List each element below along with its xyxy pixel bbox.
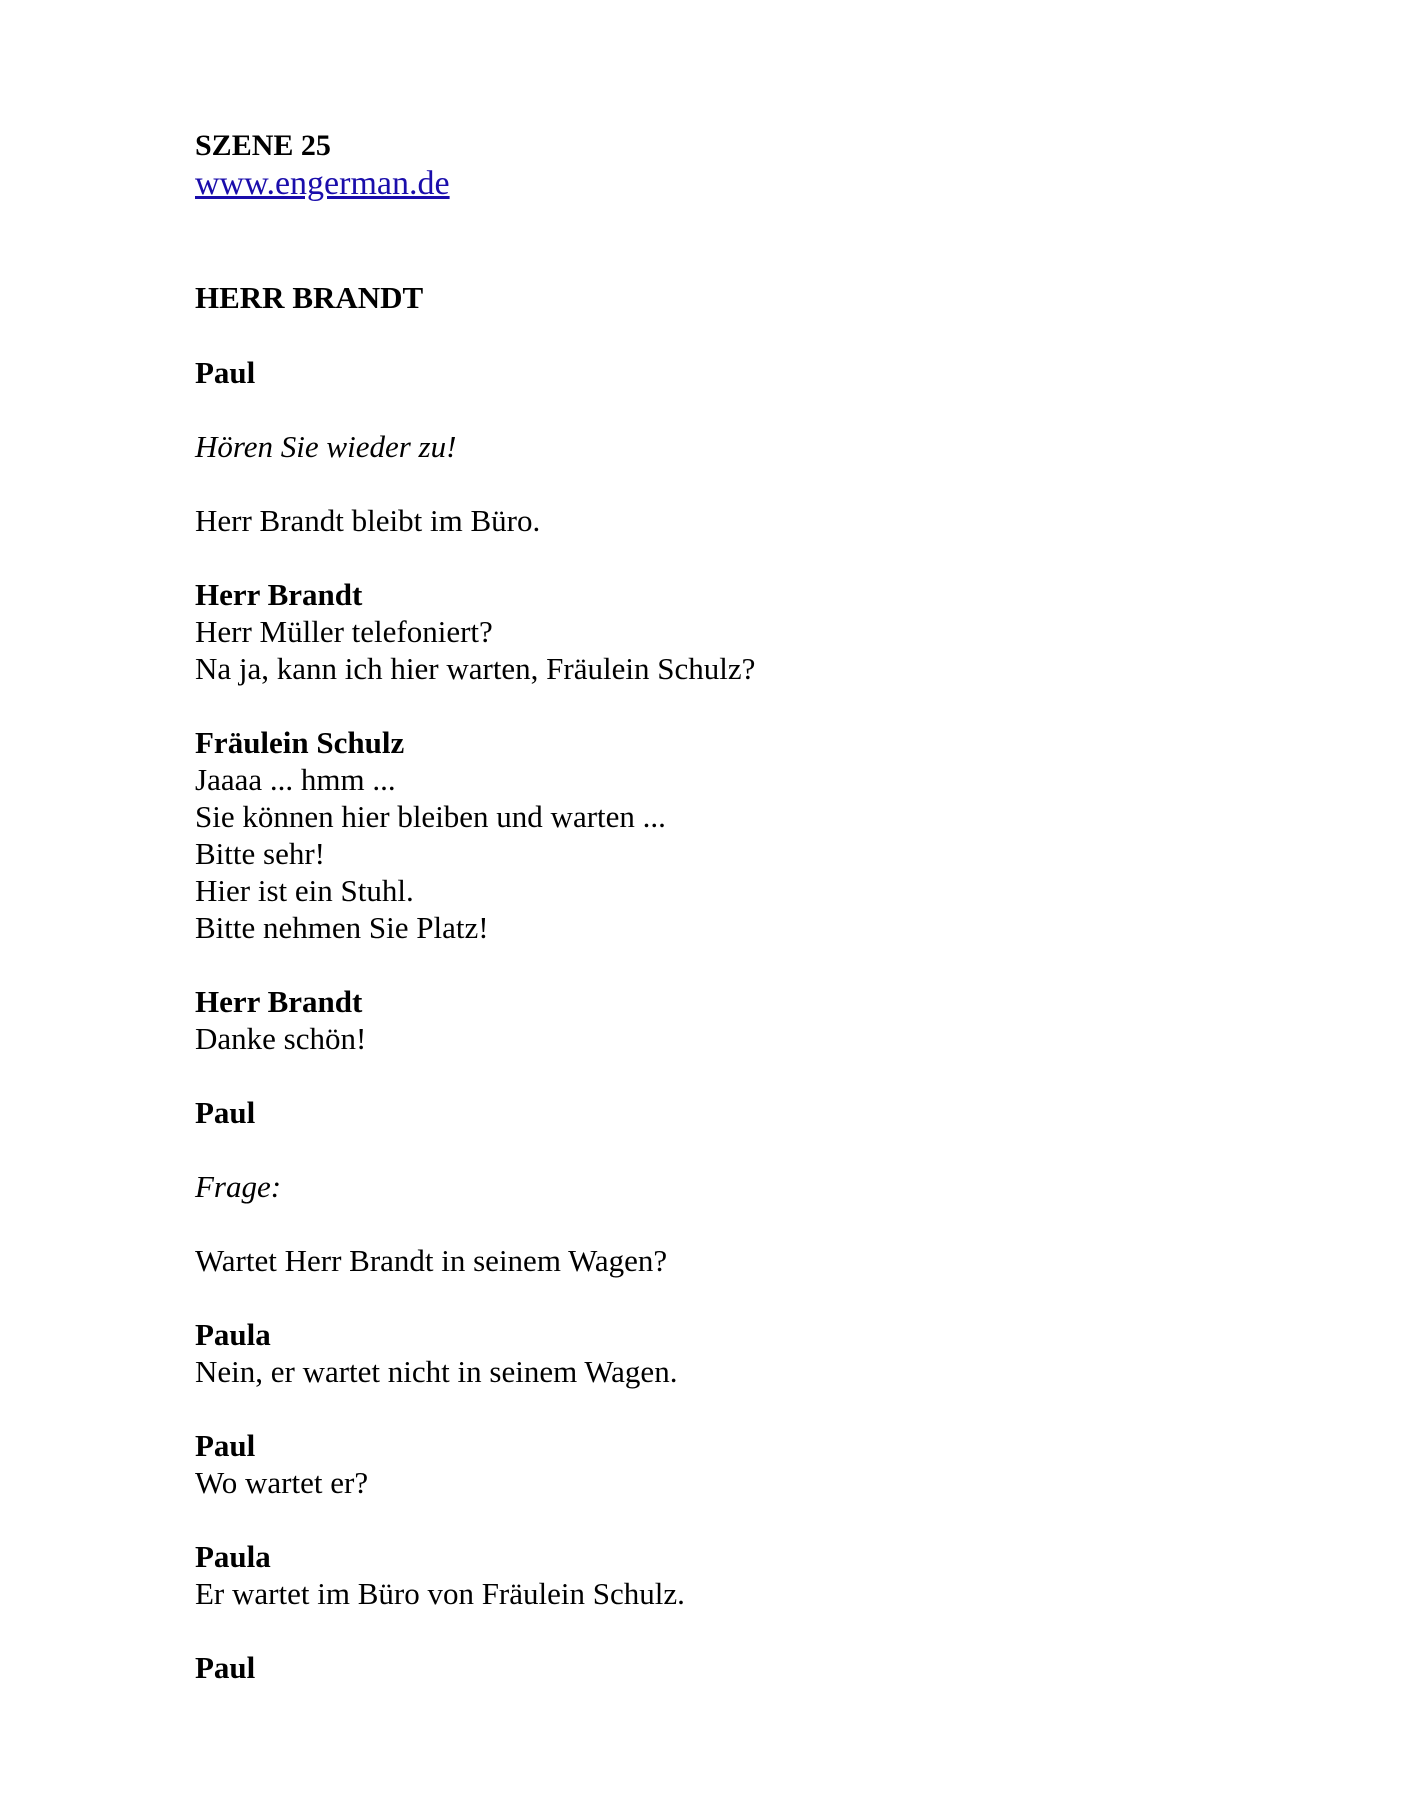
- dialogue-line: Hier ist ein Stuhl.: [195, 873, 414, 908]
- dialogue-line: Nein, er wartet nicht in seinem Wagen.: [195, 1354, 678, 1389]
- dialogue-line: Sie können hier bleiben und warten ...: [195, 799, 666, 834]
- dialogue-block: [195, 724, 1295, 946]
- dialogue-line: Bitte sehr!: [195, 836, 325, 871]
- narration-text: Wartet Herr Brandt in seinem Wagen?: [195, 1243, 668, 1278]
- speaker-name: Fräulein Schulz: [195, 725, 405, 760]
- stage-direction: Hören Sie wieder zu!: [195, 429, 457, 464]
- speaker-name: Herr Brandt: [195, 577, 363, 612]
- scene-title: SZENE 25: [195, 129, 331, 162]
- dialogue-block: [195, 1538, 1295, 1612]
- dialogue-block: [195, 983, 1295, 1057]
- narration-block: [195, 1242, 1295, 1279]
- stage-direction: Frage:: [195, 1169, 282, 1204]
- document-content: [195, 128, 1295, 1723]
- speaker-name: Paul: [195, 355, 256, 390]
- speaker-name: Paul: [195, 1095, 256, 1130]
- dialogue-block: [195, 576, 1295, 687]
- dialogue-block: [195, 1094, 1295, 1131]
- narration-block: [195, 502, 1295, 539]
- speaker-name: Herr Brandt: [195, 984, 363, 1019]
- narration-text: Herr Brandt bleibt im Büro.: [195, 503, 541, 538]
- speaker-name: Paul: [195, 1428, 256, 1463]
- website-link[interactable]: www.engerman.de: [195, 165, 450, 202]
- dialogue-line: Na ja, kann ich hier warten, Fräulein Schulz?: [195, 651, 756, 686]
- dialogue-line: Wo wartet er?: [195, 1465, 369, 1500]
- dialogue-block: [195, 1316, 1295, 1390]
- dialogue-block: [195, 354, 1295, 391]
- dialogue-line: Bitte nehmen Sie Platz!: [195, 910, 489, 945]
- speaker-name: Paula: [195, 1539, 271, 1574]
- stage-direction-block: [195, 1168, 1295, 1205]
- dialogue-line: Herr Müller telefoniert?: [195, 614, 493, 649]
- speaker-name: Paula: [195, 1317, 271, 1352]
- dialogue-line: Danke schön!: [195, 1021, 367, 1056]
- main-heading: HERR BRANDT: [195, 280, 424, 315]
- dialogue-line: Er wartet im Büro von Fräulein Schulz.: [195, 1576, 685, 1611]
- stage-direction-block: [195, 428, 1295, 465]
- dialogue-line: Jaaaa ... hmm ...: [195, 762, 396, 797]
- dialogue-block: [195, 1427, 1295, 1501]
- speaker-name: Paul: [195, 1650, 256, 1685]
- dialogue-block: [195, 1649, 1295, 1686]
